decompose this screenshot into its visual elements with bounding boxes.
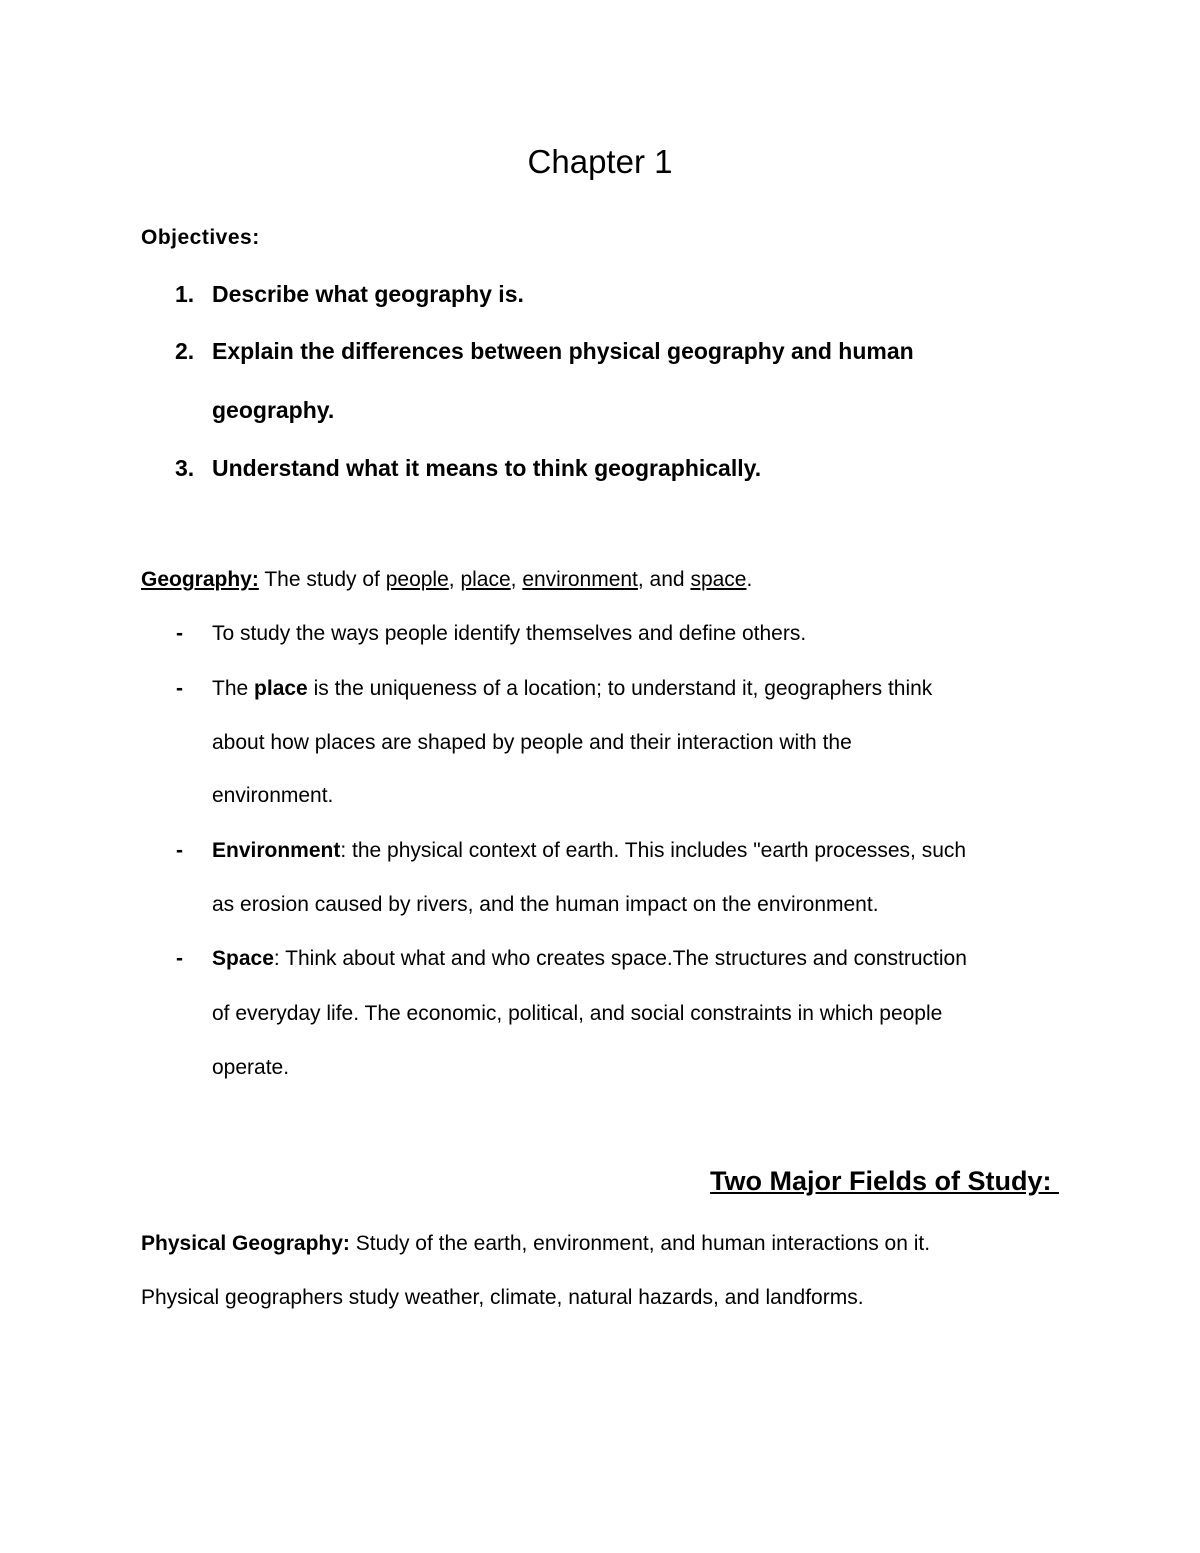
bullet-text-continued: environment.	[212, 784, 334, 807]
bullet-text	[212, 675, 932, 703]
bullet-dash: -	[176, 839, 183, 862]
physical-geography-term: Physical Geography:	[141, 1232, 350, 1255]
physical-geography-definition	[141, 1230, 930, 1258]
bullet-pre: The	[212, 677, 255, 700]
section-heading-text: Two Major Fields of Study:	[710, 1166, 1059, 1196]
keyword-space: space	[690, 568, 747, 591]
bullet-text	[212, 837, 966, 865]
bullet-text: To study the ways people identify themselves and define others.	[212, 622, 807, 645]
objective-number: 3.	[175, 455, 195, 481]
geography-definition	[141, 566, 752, 594]
bullet-post: : Think about what and who creates space.The structures and construction	[273, 947, 967, 970]
bullet-post: is the uniqueness of a location; to understand it, geographers think	[307, 677, 933, 700]
keyword-place: place	[460, 568, 511, 591]
bullet-text-continued: operate.	[212, 1056, 290, 1079]
bullet-dash: -	[176, 622, 183, 645]
separator: , and	[637, 568, 691, 591]
section-heading	[0, 1164, 1059, 1198]
objective-text: Describe what geography is.	[212, 281, 524, 307]
bullet-dash: -	[176, 947, 183, 970]
physical-geography-text-continued: Physical geographers study weather, climate, natural hazards, and landforms.	[141, 1286, 864, 1309]
bullet-bold-term: place	[254, 677, 308, 700]
bullet-dash: -	[176, 677, 183, 700]
geography-lead: The study of	[258, 568, 386, 591]
objective-number: 2.	[175, 338, 195, 364]
geography-term: Geography:	[141, 568, 259, 591]
page-title: Chapter 1	[527, 143, 673, 180]
period: .	[746, 568, 753, 591]
bullet-text	[212, 945, 967, 973]
bullet-text-continued: as erosion caused by rivers, and the human impact on the environment.	[212, 893, 879, 916]
separator: ,	[510, 568, 523, 591]
objective-text-continued: geography.	[212, 397, 335, 423]
keyword-people: people	[385, 568, 449, 591]
separator: ,	[448, 568, 461, 591]
objective-text: Explain the differences between physical geography and human	[212, 338, 914, 364]
objective-text: Understand what it means to think geographically.	[212, 455, 762, 481]
bullet-bold-term: Environment	[212, 839, 341, 862]
bullet-text-continued: of everyday life. The economic, political, and social constraints in which people	[212, 1002, 943, 1025]
keyword-environment: environment	[522, 568, 638, 591]
bullet-bold-term: Space	[212, 947, 274, 970]
physical-geography-text: Study of the earth, environment, and human interactions on it.	[349, 1232, 931, 1255]
objectives-label: Objectives:	[141, 226, 260, 249]
bullet-text-continued: about how places are shaped by people and their interaction with the	[212, 731, 852, 754]
bullet-post: : the physical context of earth. This includes "earth processes, such	[340, 839, 967, 862]
objective-number: 1.	[175, 281, 195, 307]
